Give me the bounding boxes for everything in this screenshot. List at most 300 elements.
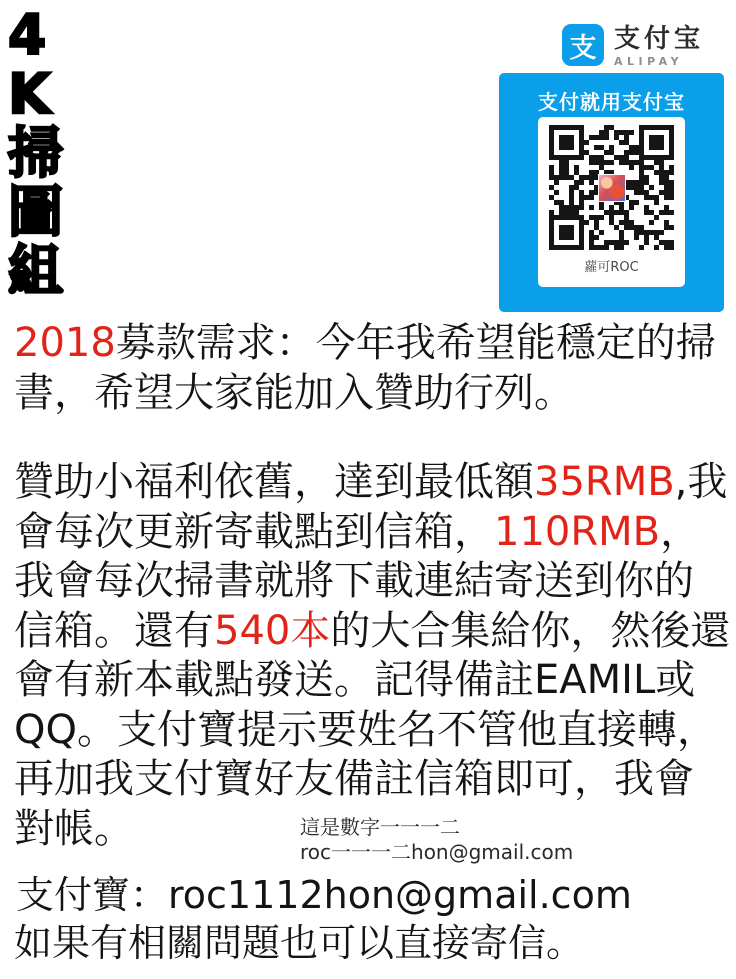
qr-module [629,220,634,225]
qr-module [619,240,624,245]
qr-module [554,190,559,195]
body-text: 募款需求：今年我希望能穩定的掃書，希望大家能加入贊助行列。 [14,320,716,416]
qr-module [639,230,644,235]
qr-module [549,185,554,190]
qr-module [564,175,569,180]
qr-module [619,205,624,210]
qr-module [564,155,569,160]
qr-module [644,165,649,170]
qr-module [559,170,564,175]
qr-module [644,125,649,130]
qr-module [594,135,599,140]
alipay-logo-text [614,24,704,68]
fundraising-intro-paragraph [14,318,728,418]
qr-module [559,175,564,180]
qr-module [574,185,579,190]
qr-module [644,240,649,245]
qr-module [629,165,634,170]
qr-module [649,210,654,215]
qr-module [664,125,669,130]
vertical-title-char: K [8,62,51,126]
qr-module [639,140,644,145]
qr-module [589,175,594,180]
qr-module [619,155,624,160]
alipay-qr-card [499,73,724,312]
qr-module [664,195,669,200]
qr-module [589,180,594,185]
qr-module [654,215,659,220]
vertical-title-char: 組 [8,239,64,303]
qr-module [589,245,594,250]
qr-module [669,225,674,230]
qr-module [589,205,594,210]
qr-module [564,160,569,165]
qr-module [589,235,594,240]
vertical-title-char: 4 [8,3,47,67]
qr-module [549,135,554,140]
qr-module [604,240,609,245]
qr-module [664,210,669,215]
qr-module [549,245,554,250]
qr-module [549,155,554,160]
qr-module [594,235,599,240]
qr-module [624,135,629,140]
qr-module [609,205,614,210]
qr-module [569,140,574,145]
qr-module [669,165,674,170]
qr-module [669,195,674,200]
highlight-text: 110RMB [494,508,661,555]
alipay-name-cn: 支付宝 [614,24,705,54]
qr-module [579,125,584,130]
qr-module [559,160,564,165]
qr-module [669,140,674,145]
qr-module [554,245,559,250]
qr-module [559,200,564,205]
qr-module [639,175,644,180]
qr-module [574,205,579,210]
qr-module [554,180,559,185]
qr-module [559,245,564,250]
qr-module [624,215,629,220]
qr-module [664,220,669,225]
highlight-text: 2018 [14,320,116,366]
qr-module [549,130,554,135]
qr-module [579,240,584,245]
qr-module [579,145,584,150]
qr-module [669,210,674,215]
qr-module [549,140,554,145]
qr-module [669,125,674,130]
qr-module [549,150,554,155]
qr-module [659,145,664,150]
qr-module [589,215,594,220]
qr-module [579,135,584,140]
qr-module [659,155,664,160]
qr-module [594,160,599,165]
qr-module [569,125,574,130]
qr-module [644,210,649,215]
qr-module [669,145,674,150]
qr-module [649,125,654,130]
highlight-text: 35RMB [534,459,675,505]
qr-module [609,215,614,220]
qr-module [589,240,594,245]
body-text: 的大合集給你，然後還會有新本載點發送。記得備註EAMIL或QQ。支付寶提示要姓名不管他直接轉，再加我支付寶好友備註信箱即可，我會對帳。 [14,607,731,852]
qr-module [664,170,669,175]
qr-module [579,235,584,240]
qr-module [589,195,594,200]
qr-module [569,225,574,230]
qr-module [634,190,639,195]
qr-module [609,240,614,245]
qr-module [579,130,584,135]
contact-note-line: 如果有相關問題也可以直接寄信。 [14,921,585,965]
qr-module [609,210,614,215]
qr-module [599,245,604,250]
qr-module [574,125,579,130]
qr-module [639,160,644,165]
qr-module [649,145,654,150]
qr-module [619,235,624,240]
qr-module [564,145,569,150]
qr-module [614,225,619,230]
qr-module [589,155,594,160]
qr-module [569,215,574,220]
qr-module [624,130,629,135]
qr-module [639,150,644,155]
qr-module [614,130,619,135]
qr-module [564,170,569,175]
vertical-group-title [8,3,108,303]
qr-module [634,150,639,155]
qr-module [559,230,564,235]
qr-module [574,170,579,175]
qr-module [654,135,659,140]
body-text: 贊助小福利依舊，達到最低額 [14,459,534,505]
qr-module [579,215,584,220]
qr-card-title: 支付就用支付宝 [538,90,685,114]
qr-module [619,220,624,225]
qr-module [564,140,569,145]
qr-module [669,135,674,140]
qr-module [599,215,604,220]
qr-module [624,155,629,160]
qr-module [659,160,664,165]
qr-module [569,135,574,140]
qr-module [659,190,664,195]
qr-module [629,160,634,165]
qr-module [654,245,659,250]
qr-module [549,230,554,235]
qr-module [604,150,609,155]
hint-digits-line: 這是數字一一一二 [300,815,460,839]
qr-module [654,125,659,130]
body-text: ，我會每次掃書就將下載連結寄送到你的信箱。還有 [14,508,701,654]
qr-module [629,205,634,210]
qr-module [569,195,574,200]
qr-module [594,245,599,250]
qr-module [609,220,614,225]
qr-module [644,235,649,240]
qr-module [614,155,619,160]
qr-module [559,210,564,215]
qr-module [639,165,644,170]
qr-module [654,155,659,160]
qr-module [614,245,619,250]
qr-module [659,230,664,235]
qr-module [614,135,619,140]
qr-module [649,165,654,170]
qr-module [629,145,634,150]
alipay-account-line: 支付寶：roc1112hon@gmail.com [16,873,632,917]
qr-module [549,235,554,240]
qr-owner-name: 蘿可ROC [584,260,639,275]
qr-module [574,210,579,215]
qr-module [554,175,559,180]
qr-panel [538,117,685,287]
qr-module [569,145,574,150]
qr-module [644,230,649,235]
qr-code [549,125,674,250]
qr-module [619,245,624,250]
qr-module [664,190,669,195]
qr-module [569,155,574,160]
highlight-text: 540本 [214,607,331,654]
qr-module [614,210,619,215]
qr-module [579,190,584,195]
qr-module [659,175,664,180]
qr-module [579,155,584,160]
qr-module [599,155,604,160]
qr-module [659,135,664,140]
qr-module [614,240,619,245]
qr-module [654,235,659,240]
qr-module [619,230,624,235]
qr-module [589,135,594,140]
qr-module [639,170,644,175]
qr-module [609,160,614,165]
qr-module [639,180,644,185]
qr-module [599,230,604,235]
qr-module [569,190,574,195]
qr-module [664,225,669,230]
qr-module [659,165,664,170]
qr-module [579,220,584,225]
sponsor-benefits-paragraph [14,458,732,854]
qr-module [584,195,589,200]
qr-module [584,140,589,145]
qr-module [649,185,654,190]
qr-module [579,140,584,145]
qr-module [664,185,669,190]
qr-module [644,180,649,185]
qr-module [574,155,579,160]
qr-module [589,230,594,235]
qr-module [664,175,669,180]
qr-module [669,245,674,250]
qr-module [669,180,674,185]
qr-module [644,175,649,180]
qr-module [589,190,594,195]
qr-module [654,170,659,175]
qr-module [564,235,569,240]
qr-module [634,200,639,205]
qr-module [639,225,644,230]
qr-module [664,180,669,185]
qr-module [649,220,654,225]
qr-module [624,150,629,155]
qr-module [624,220,629,225]
qr-module [594,155,599,160]
qr-module [554,215,559,220]
qr-module [639,155,644,160]
qr-module [669,150,674,155]
qr-module [559,135,564,140]
qr-module [559,225,564,230]
qr-module [564,215,569,220]
qr-module [624,225,629,230]
qr-module [609,150,614,155]
qr-module [564,245,569,250]
qr-module [599,130,604,135]
qr-module [579,150,584,155]
qr-module [559,165,564,170]
qr-module [609,125,614,130]
qr-module [599,145,604,150]
qr-module [549,165,554,170]
qr-center-avatar [598,174,626,202]
qr-module [559,140,564,145]
qr-module [659,170,664,175]
qr-module [624,240,629,245]
qr-module [669,155,674,160]
alipay-name-en: ALIPAY [614,55,684,68]
qr-module [589,160,594,165]
qr-module [574,165,579,170]
qr-module [559,145,564,150]
body-text: ,我會每次更新寄載點到信箱， [14,459,728,555]
qr-module [639,190,644,195]
qr-module [629,185,634,190]
qr-module [629,130,634,135]
qr-module [669,185,674,190]
alipay-logo [562,24,704,68]
qr-module [594,225,599,230]
qr-module [579,195,584,200]
qr-module [579,200,584,205]
qr-module [669,170,674,175]
qr-module [649,155,654,160]
qr-module [559,155,564,160]
qr-module [664,205,669,210]
qr-module [604,160,609,165]
qr-module [569,235,574,240]
qr-module [649,230,654,235]
qr-module [654,230,659,235]
qr-module [549,125,554,130]
qr-module [604,210,609,215]
qr-module [609,145,614,150]
qr-module [634,180,639,185]
qr-module [549,145,554,150]
qr-module [574,180,579,185]
vertical-title-char: 掃 [8,121,64,185]
qr-module [624,140,629,145]
qr-module [569,230,574,235]
qr-module [659,140,664,145]
qr-module [584,150,589,155]
qr-module [669,130,674,135]
qr-module [579,180,584,185]
qr-module [659,240,664,245]
qr-module [634,230,639,235]
qr-module [579,245,584,250]
qr-module [564,205,569,210]
qr-module [559,215,564,220]
qr-module [594,220,599,225]
qr-module [629,180,634,185]
qr-module [629,150,634,155]
qr-module [604,125,609,130]
email-digits-hint [300,815,573,865]
qr-module [569,200,574,205]
qr-module [654,200,659,205]
qr-module [664,240,669,245]
qr-module [654,195,659,200]
qr-module [594,145,599,150]
qr-module [619,130,624,135]
qr-module [634,235,639,240]
qr-module [644,195,649,200]
qr-module [564,210,569,215]
qr-module [634,145,639,150]
qr-module [554,125,559,130]
qr-module [654,145,659,150]
qr-module [664,245,669,250]
qr-module [619,210,624,215]
qr-module [654,160,659,165]
qr-module [584,220,589,225]
qr-module [569,205,574,210]
qr-module [569,175,574,180]
qr-module [664,155,669,160]
qr-module [659,210,664,215]
qr-module [639,125,644,130]
qr-module [644,155,649,160]
qr-module [559,235,564,240]
qr-module [569,185,574,190]
qr-module [549,195,554,200]
qr-module [604,245,609,250]
qr-module [549,175,554,180]
qr-module [659,125,664,130]
vertical-title-char: 圖 [8,180,64,244]
qr-module [559,125,564,130]
qr-module [564,125,569,130]
qr-module [649,195,654,200]
qr-module [559,205,564,210]
qr-module [549,215,554,220]
qr-module [644,190,649,195]
qr-module [579,225,584,230]
qr-module [649,135,654,140]
qr-module [574,245,579,250]
qr-module [654,140,659,145]
qr-module [564,135,569,140]
qr-module [564,225,569,230]
qr-module [619,160,624,165]
